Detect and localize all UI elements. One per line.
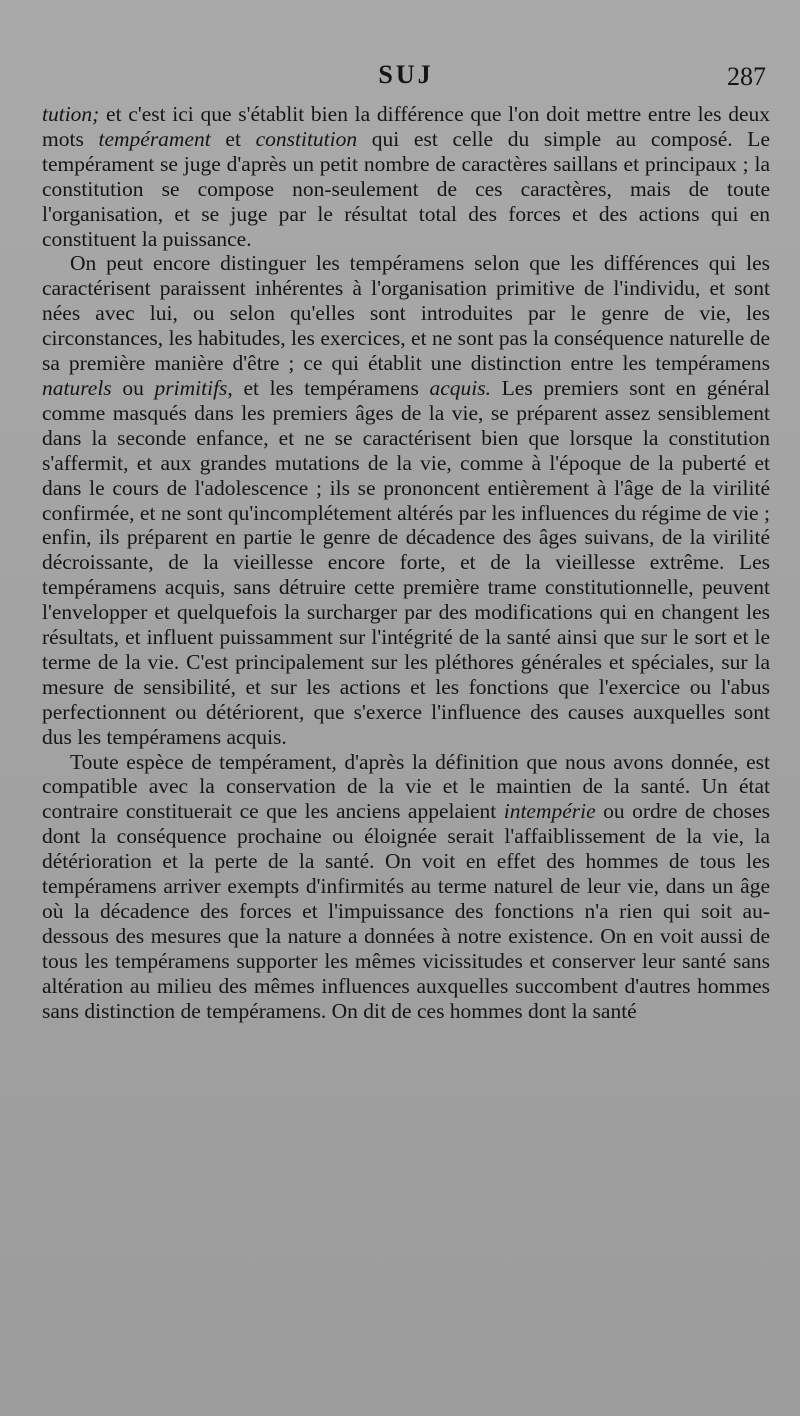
text-segment: acquis. — [429, 375, 491, 400]
text-segment: tution; — [42, 102, 100, 126]
text-segment: et — [210, 126, 256, 151]
text-segment: primitifs — [154, 375, 228, 400]
text-segment: Les premiers sont en général comme masqués dans les premiers âges de la vie, se préparent assez sensiblement dans la seconde enfance, et ne se caractérisent bien que lorsque la constitution s'affermit, et aux grandes mutations de la vie, comme à l'époque de la puberté et dans le cours de l'adolescence ; ils se prononcent entièrement à l'âge de la virilité confirmée, et ne sont qu'incomplétement altérés par les influences du régime de vie ; enfin, ils préparent en partie le genre de décadence des âges suivans, de la virilité décroissante, de la vieillesse encore forte, et de la vieillesse extrême. Les tempéramens acquis, sans détruire cette première trame constitutionnelle, peuvent l'envelopper et quelquefois la surcharger par des modifications qui en changent les résultats, et influent puissamment sur l'intégrité de la santé ainsi que sur le sort et le terme de la vie. C'est principalement sur les pléthores générales et spéciales, sur la mesure de sensibilité, et sur les actions et les fonctions que l'exercice ou l'abus perfectionnent ou détériorent, que s'exerce l'influence des causes auxquelles sont dus les tempéramens acquis. — [42, 375, 770, 749]
running-head: SUJ — [378, 60, 434, 89]
text-segment: , et les tempéramens — [227, 375, 430, 400]
text-segment: et c'est ici que s'établit bien la différence que l'on doit mettre entre les deux mots — [42, 102, 770, 151]
text-segment: ou ordre de choses dont la conséquence prochaine ou éloignée serait l'affaiblissement de la vie, la détérioration et la perte de la santé. On voit en effet des hommes de tous les tempéramens arriver exempts d'infirmités au terme naturel de leur vie, dans un âge où la décadence des forces et l'impuissance des fonctions n'a rien qui soit au-dessous des mesures que la nature a données à notre existence. On en voit aussi de tous les tempéramens supporter les mêmes vicissitudes et conserver leur santé sans altération au milieu des mêmes influences auxquelles succombent d'autres hommes sans distinction de tempéramens. On dit de ces hommes dont la santé — [42, 799, 770, 1023]
text-segment: tempérament — [98, 126, 211, 151]
page-number: 287 — [727, 62, 766, 91]
paragraph-2 — [42, 251, 770, 749]
paragraph-3 — [42, 750, 770, 1024]
text-segment: Toute espèce de tempérament, d'après la définition que nous avons donnée, est compatible avec la conservation de la vie et le maintien de la santé. Un état contraire constituerait ce que les anciens appelaient — [42, 749, 770, 824]
body-text — [42, 102, 770, 1024]
paragraph-1 — [42, 102, 770, 251]
text-segment: On peut encore distinguer les tempéramens selon que les différences qui les caractérisent paraissent inhérentes à l'organisation primitive de l'individu, et sont nées avec lui, ou selon qu'elles sont introduites par le genre de vie, les circonstances, les habitudes, les exercices, et ne sont pas la conséquence naturelle de sa première manière d'être ; ce qui établit une distinction entre les tempéramens — [42, 251, 770, 376]
text-segment: naturels — [42, 375, 112, 400]
text-segment: qui est celle du simple au composé. Le tempérament se juge d'après un petit nombre de caractères saillans et principaux ; la constitution se compose non-seulement de ces caractères, mais de toute l'organisation, et se juge par le résultat total des forces et des actions qui en constituent la puissance. — [42, 126, 770, 251]
text-segment: ou — [111, 375, 155, 400]
text-segment: constitution — [255, 126, 358, 151]
text-segment: intempérie — [503, 799, 596, 824]
page-header — [42, 60, 770, 102]
